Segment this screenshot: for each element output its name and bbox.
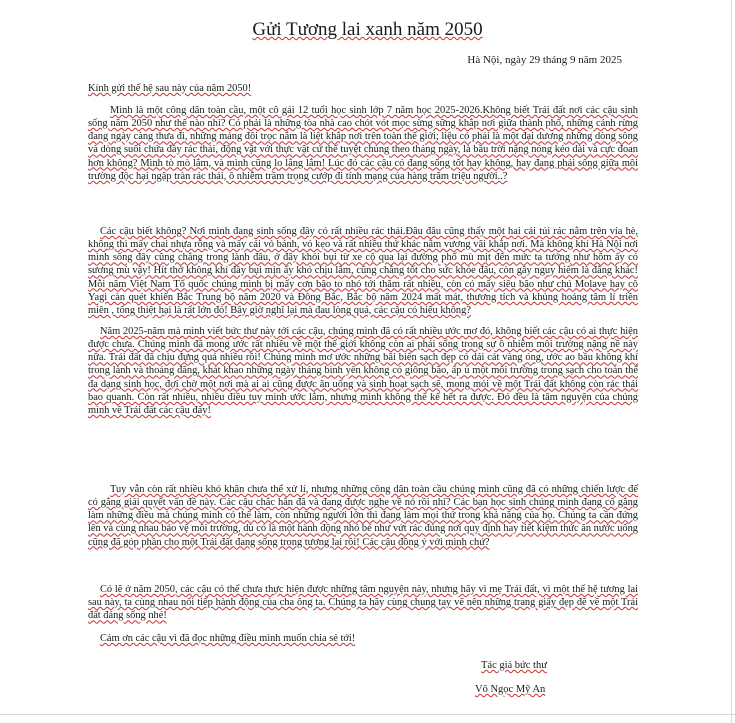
date-line: Hà Nội, ngày 29 tháng 9 năm 2025 bbox=[467, 54, 622, 66]
paragraph-1-text: Mình là một công dân toàn cầu, một cô gái 12 tuổi học sinh lớp 7 năm học 2025-2026.Không biết Trái đất nơi các cậu sinh sống năm 2050 như thế nào nhỉ? Có phải là những tòa nhà cao chót vót mọc sừng sững khắp nơi giữa thành phố, những cánh rừng đang ngày càng thưa đi, những mảng đôi trọc nắm là liệt khắp nơi trên toàn thế giới; liệu có phải là một đại dương những dòng sông và dòng suối chứa đầy rác thải, động vật với thực vật cứ thế tuyệt chủng theo tháng ngày, là bầu trời nặng nóng kéo dài và cực đoan hơn không? Mình tò mò lắm, và mình cũng lo lắng lắm! Lúc đó các cậu có đang sống tốt hay không, hay đang phải sống giữa môi trường độc hại ngập tràn rác thải, ô nhiễm trầm trọng cướp đi tính mạng của hàng trăm triệu người..? bbox=[88, 105, 638, 182]
letter-title-text: Gửi Tương lai xanh năm 2050 bbox=[252, 19, 483, 40]
paragraph-5 bbox=[88, 583, 638, 622]
paragraph-4 bbox=[88, 483, 638, 549]
paragraph-6 bbox=[88, 632, 638, 645]
paragraph-6-text: Cảm ơn các cậu vì đã đọc những điều mình muốn chia sẻ tới! bbox=[100, 633, 356, 644]
page-edge-right bbox=[731, 0, 732, 723]
paragraph-2-text: Các cậu biết không? Nơi mình đang sinh sống đây có rất nhiều rác thải.Đâu đâu cũng thấy một hai cái túi rác nằm trên vỉa hè, không thì mấy chai nhựa rỗng và mấy cái vỏ bánh, vỏ kẹo và rất nhiều thứ khác nằm vương vãi khắp nơi. Mà không khí Hà Nội nơi mình sống đây cũng chẳng trong lành đâu, ở đây khói bụi từ xe cộ qua lại đường phố mù mịt đến mức ta tưởng như hôm ấy có sương mù vậy! Hít thở không khí đầy bụi mịn ấy khó chịu lắm, cũng chẳng tốt cho sức khỏe đâu, còn gây nguy hiểm là đằng khác! Mỗi năm Việt Nam Tổ quốc chúng mình bị mấy cơn bão to nhỏ tới thăm rất nhiều, còn có mấy siêu bão như chú Molave hay cô Yagi càn quét khiến Bắc Trung bộ năm 2020 và Đông Bắc, Bắc bộ năm 2024 mất mát, thương tích và khủng hoảng tâm lí triền miên , tổng thiệt hại là rất lớn đó! Bây giờ nghĩ lại mà đau lòng quá, các cậu có hiểu không? bbox=[88, 226, 638, 316]
signature-role bbox=[481, 659, 547, 672]
signature-name bbox=[475, 683, 545, 696]
signature-role-text: Tác giả bức thư bbox=[481, 660, 547, 671]
paragraph-1 bbox=[88, 104, 638, 183]
greeting bbox=[88, 82, 638, 95]
paragraph-2 bbox=[88, 225, 638, 317]
paragraph-3 bbox=[88, 325, 638, 417]
letter-title bbox=[0, 18, 735, 42]
page-edge-bottom bbox=[0, 714, 735, 715]
paragraph-3-text: Năm 2025-năm mà mình viết bức thư này tới các cậu, chúng mình đã có rất nhiều ước mơ đó, không biết các cậu có ai thực hiện được chưa. Chúng mình đã mong ước rất nhiều về một thế giới không còn ai phải sống trong sự ô nhiễm môi trường nặng nề này nữa. Trái đất đã chịu đựng quá nhiều rồi! Chúng mình mơ ước những bãi biển sạch đẹp có dải cát vàng óng, ước ao bầu không khí trong lành và thoáng đãng, khát khao những ngày tháng bình yên không có giông bão, ấp ủ một môi trường trong sạch cho toàn thể đa dạng sinh học, đợi chờ một nơi mà ai ai cũng được ăn uống và sinh hoạt sạch sẽ, mong mỏi về một Trái đất không còn rác thải bao quanh. Còn rất nhiều, nhiều điều tuy mình ước lắm, nhưng mình không thể kể hết ra được. Đó đều là tâm nguyện của chúng mình về Trái đất các cậu đấy! bbox=[88, 326, 638, 416]
greeting-text: Kính gửi thế hệ sau này của năm 2050! bbox=[88, 83, 252, 94]
signature-name-text: Võ Ngọc Mỹ An bbox=[475, 684, 546, 695]
paragraph-4-text: Tuy vẫn còn rất nhiều khó khăn chưa thể xử lí, nhưng những công dân toàn cầu chúng mình cũng đã có những chiến lược để có gắng giải quyết vấn đề này. Các cậu chắc hẳn đã và đang được nghe về nó rồi nhỉ? Các bạn học sinh chúng mình đang cố gắng làm những điều mà chúng mình có thể làm, còn những người lớn thì đang làm mọi thứ trong khả năng của họ. Chúng ta cần đứng lên và cùng nhau bảo vệ môi trường, dù có là một hành động nhỏ bé như vứt rác đúng nơi quy định hay tiết kiệm thức ăn nước uống cũng đã góp phần cho một Trái đất đang sống trong tương lai rồi! Các cậu đồng ý với mình chứ? bbox=[88, 484, 638, 548]
paragraph-5-text: Có lẽ ở năm 2050, các cậu có thể chưa thực hiện được những tâm nguyện này, nhưng hãy vì mẹ Trái đất, vì một thế hệ tương lai sau này, ta cùng nhau nối tiếp hành động của cha ông ta. Chúng ta hãy cùng chung tay vẽ nên những trang giấy đẹp đẽ về một Trái đất đáng sống nhé! bbox=[88, 584, 638, 622]
